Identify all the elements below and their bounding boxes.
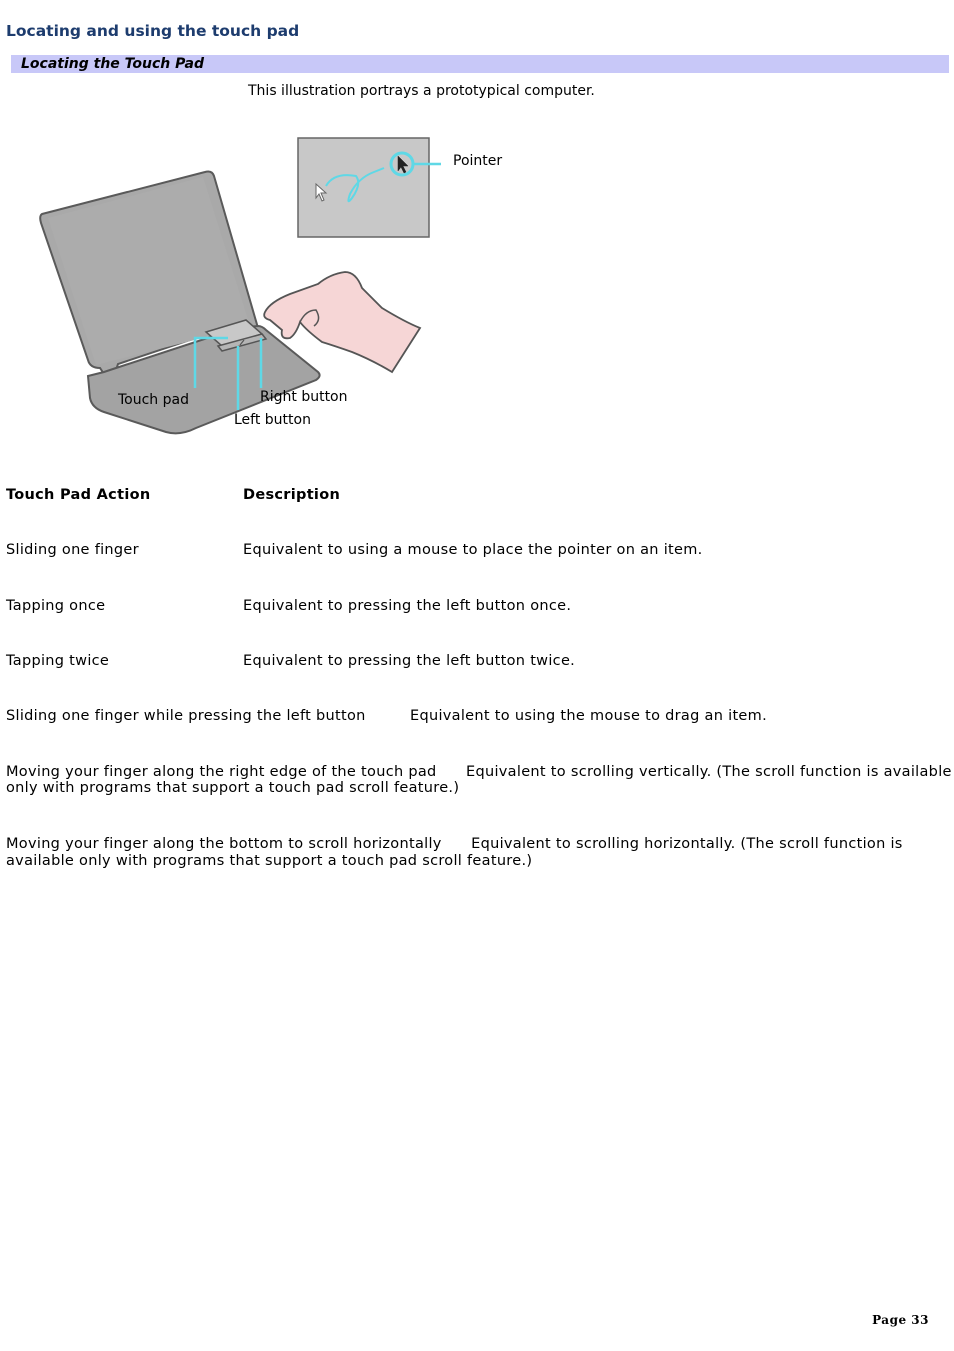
page-title: Locating and using the touch pad <box>6 22 300 40</box>
row-action: Sliding one finger while pressing the left button <box>6 708 366 724</box>
row-description: Equivalent to pressing the left button once. <box>243 598 572 614</box>
row-text-line: Moving your finger along the bottom to scroll horizontally Equivalent to scrolling horizontally. (The scroll function is <box>6 836 903 852</box>
row-description: Equivalent to pressing the left button twice. <box>243 653 576 669</box>
pointer-label: Pointer <box>453 153 503 169</box>
row-action: Sliding one finger <box>6 542 139 558</box>
left-button-label: Left button <box>234 412 311 428</box>
table-header-action: Touch Pad Action <box>6 487 151 503</box>
row-text-line: only with programs that support a touch pad scroll feature.) <box>6 780 460 796</box>
row-action: Tapping once <box>6 598 106 614</box>
section-header-bar <box>11 55 949 73</box>
table-header-description: Description <box>243 487 341 503</box>
row-description: Equivalent to using a mouse to place the pointer on an item. <box>243 542 703 558</box>
row-text-line: Moving your finger along the right edge of the touch pad Equivalent to scrolling vertically. (The scroll function is available <box>6 764 952 780</box>
touch-pad-label: Touch pad <box>118 392 189 408</box>
illustration-caption: This illustration portrays a prototypical computer. <box>248 83 595 99</box>
row-description: Equivalent to using the mouse to drag an item. <box>410 708 767 724</box>
right-button-label: Right button <box>260 389 348 405</box>
section-title: Locating the Touch Pad <box>21 56 204 72</box>
page-number: Page 33 <box>872 1313 929 1327</box>
row-text-line: available only with programs that support a touch pad scroll feature.) <box>6 853 533 869</box>
row-action: Tapping twice <box>6 653 110 669</box>
laptop-illustration <box>0 76 620 446</box>
